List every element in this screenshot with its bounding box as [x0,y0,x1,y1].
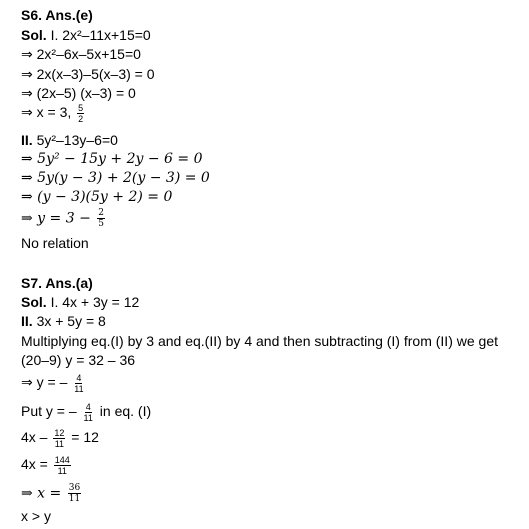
s7-4x-equals: 4x = [21,456,52,473]
s7-heading: S7. Ans.(a) [21,275,93,291]
s7-fraction-36-11 [68,483,81,504]
s7-frac3-num: 12 [54,428,65,438]
s6-line-4: ⇒ (2x–5) (x–3) = 0 [21,85,136,101]
s7-line-4: (20–9) y = 32 – 36 [21,352,136,368]
s6-frac-den: 2 [78,114,84,124]
s6-eq-2: 5y²–13y–6=0 [36,132,118,148]
s7-fraction-put [83,402,94,423]
s7-line-8 [21,455,73,476]
s7-put-y: Put y = – [21,403,81,420]
s6-fraction-5-2 [77,103,84,124]
s7-fraction-144-11 [54,455,71,476]
s6-heading: S6. Ans.(e) [21,7,93,23]
s7-eq-2: 3x + 5y = 8 [36,313,106,329]
s6-roots-x: ⇒ x = 3, [21,104,76,121]
s6-ii-label: II. [21,132,33,148]
s6-line-1 [21,27,151,44]
s6-line-10 [21,208,107,229]
s7-line-6 [21,402,151,423]
s7-fraction-4-11 [73,373,84,394]
s6-line-5 [21,103,86,124]
s7-line-7 [21,428,99,449]
s7-line-5 [21,373,87,394]
s7-result: x > y [21,508,51,524]
s7-frac3-den: 11 [54,439,65,449]
s7-frac-num: 4 [76,373,82,383]
s7-frac5-num: 36 [68,483,81,493]
s7-y-value: ⇒ y = – [21,374,72,391]
s7-ii-label: II. [21,313,33,329]
s7-sol-label: Sol. [21,294,47,310]
s7-frac5-den: 11 [68,494,81,504]
s7-equals-12: = 12 [67,429,99,446]
s6-line-8: ⇒ 5y(y − 3) + 2(y − 3) = 0 [21,170,210,186]
s7-line-2 [21,313,106,330]
s6-eq-1: I. 2x²–11x+15=0 [50,27,151,43]
s6-relation: No relation [21,235,89,251]
s7-line-9 [21,483,83,504]
s6-line-2: ⇒ 2x²–6x–5x+15=0 [21,46,141,62]
s6-fraction-2-5 [97,208,105,229]
s7-eq-1: I. 4x + 3y = 12 [50,294,140,310]
s6-line-7: ⇒ 5y² − 15y + 2y − 6 = 0 [21,151,203,167]
s6-sol-label: Sol. [21,27,47,43]
s7-frac-put-num: 4 [85,402,91,412]
s7-frac-den: 11 [74,384,84,394]
s6-line-9: ⇒ (y − 3)(5y + 2) = 0 [21,189,173,205]
s6-roots-y: ⇒ y = 3 − [21,210,96,227]
s6-frac2-den: 5 [98,219,104,229]
s7-put-y-suffix: in eq. (I) [95,403,152,420]
s6-line-3: ⇒ 2x(x–3)–5(x–3) = 0 [21,66,155,82]
s7-line-1 [21,294,139,311]
s7-4x-minus: 4x – [21,429,52,446]
s7-line-3: Multiplying eq.(I) by 3 and eq.(II) by 4 and then subtracting (I) from (II) we get [21,333,498,349]
s6-frac2-num: 2 [98,208,104,218]
s6-line-6 [21,132,118,149]
s7-frac4-num: 144 [54,455,70,465]
s7-x-value: ⇒ x = [21,485,66,502]
s7-frac4-den: 11 [57,466,67,476]
s7-fraction-12-11 [53,428,65,449]
s7-frac-put-den: 11 [83,413,93,423]
s6-frac-num: 5 [78,103,84,113]
